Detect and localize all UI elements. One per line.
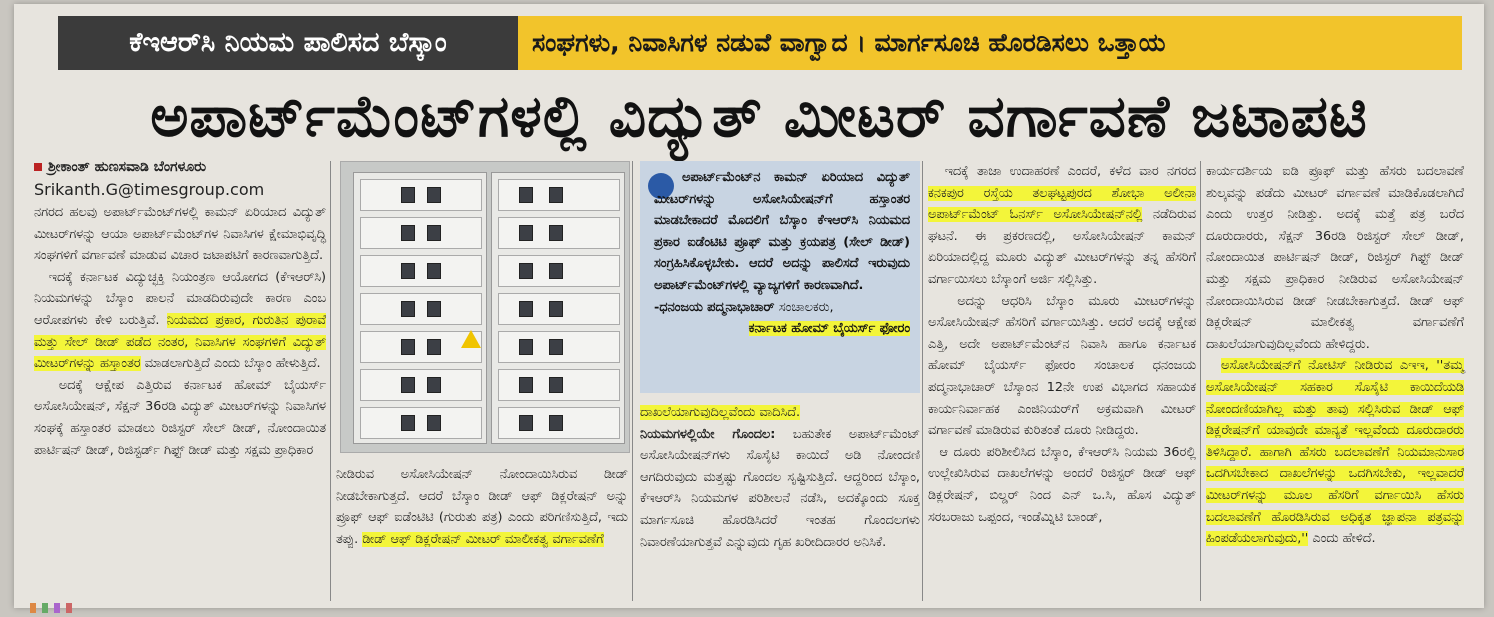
quote-author: -ಧನಂಜಯ ಪದ್ಮನಾಭಾಚಾರ್	[654, 299, 775, 315]
col5-para-1: ಕಾರ್ಯದರ್ಶಿಯ ಐಡಿ ಪ್ರೂಫ್ ಮತ್ತು ಹೆಸರು ಬದಲಾವಣೆ ಶುಲ್ಕವನ್ನು ಪಡೆದು ಮೀಟರ್ ವರ್ಗಾವಣೆ ಮಾಡಿಕೊಡಲಾಗಿದೆ ಎಂದು ಉತ್ತರ ನೀಡಿತ್ತು. ಅದಕ್ಕೆ ಮತ್ತೆ ಪತ್ರ ಬರೆದ ದೂರುದಾರರು, ಸೆಕ್ಷನ್ 36ರಡಿ ರಿಜಿಸ್ಟರ್ ಸೇಲ್ ಡೀಡ್, ನೋಂದಾಯಿತ ಪಾರ್ಟಿಷನ್ ಡೀಡ್, ರಿಜಿಸ್ಟರ್ ಗಿಫ್ಟ್ ಡೀಡ್ ಮತ್ತು ಸಕ್ಷಮ ಪ್ರಾಧಿಕಾರ ನೀಡಿರುವ ಅಸೋಸಿಯೇಷನ್ ನೋಂದಾಯಿಸಿರುವ ಡೀಡ್ ನೀಡಬೇಕಾಗುತ್ತದೆ. ಡೀಡ್ ಆಫ್ ಡಿಕ್ಲರೇಷನ್ ಮಾಲೀಕತ್ವ ವರ್ಗಾವಣೆಗೆ ದಾಖಲೆಯಾಗುವುದಿಲ್ಲವೆಂದು ಹೇಳಿದ್ದರು.	[1206, 164, 1464, 352]
col5-tail: ಎಂದು ಹೇಳಿದೆ.	[1308, 531, 1376, 547]
quote-box	[640, 161, 920, 393]
byline	[34, 159, 206, 175]
page-edge-marks	[30, 598, 90, 608]
byline-marker	[34, 163, 42, 171]
col3-highlight: ದಾಖಲೆಯಾಗುವುದಿಲ್ಲವೆಂದು ವಾದಿಸಿದೆ.	[640, 405, 801, 420]
column-rule	[330, 161, 331, 601]
col4-para-1	[928, 161, 1196, 291]
col2-para	[336, 464, 628, 550]
quote-text-block	[654, 167, 910, 340]
column-1	[34, 202, 326, 461]
column-3-bottom	[640, 402, 920, 553]
col4-para-3-text: ಆ ದೂರು ಪರಿಶೀಲಿಸಿದ ಬೆಸ್ಕಾಂ, ಕೆಇಆರ್‌ಸಿ ನಿಯಮ 36ರಲ್ಲಿ ಉಲ್ಲೇಖಿಸಿರುವ ದಾಖಲೆಗಳನ್ನು ಅಂದರೆ ರಿಜಿಸ್ಟರ್ ಡೀಡ್ ಆಫ್ ಡಿಕ್ಲರೇಷನ್, ಬಿಲ್ಡರ್ ನಿಂದ ಎನ್ ಒ.ಸಿ, ಹೊಸ ವಿದ್ಯುತ್ ಸರಬರಾಜು ಒಪ್ಪಂದ, ಇಂಡೆಮ್ನಿಟಿ ಬಾಂಡ್,	[928, 444, 1196, 525]
newspaper-page	[14, 4, 1484, 608]
col5-highlight: ಅಸೋಸಿಯೇಷನ್‌ಗೆ ನೋಟಿಸ್ ನೀಡಿರುವ ಎಇಇ, ''ತಮ್ಮ ಅಸೋಸಿಯೇಷನ್ ಸಹಕಾರ ಸೊಸೈಟಿ ಕಾಯಿದೆಯಡಿ ನೋಂದಣಿಯಾಗಿಲ್ಲ ಮತ್ತು ತಾವು ಸಲ್ಲಿಸಿರುವ ಡೀಡ್ ಆಫ್ ಡಿಕ್ಲರೇಷನ್‌ಗೆ ಯಾವುದೇ ಮಾನ್ಯತೆ ಇಲ್ಲವೆಂದು ದೂರುದಾರರು ತಿಳಿಸಿದ್ದಾರೆ. ಹಾಗಾಗಿ ಹೆಸರು ಬದಲಾವಣೆಗೆ ನಿಯಮಾನುಸಾರ ಒದಗಿಸಬೇಕಾದ ದಾಖಲೆಗಳನ್ನು ಒದಗಿಸಬೇಕು, ಇಲ್ಲವಾದರೆ ಮೀಟರ್‌ಗಳನ್ನು ಮೂಲ ಹೆಸರಿಗೆ ವರ್ಗಾಯಿಸಿ ಹೆಸರು ಬದಲಾವಣೆಗೆ ಹೊರಡಿಸಿರುವ ಅಧಿಕೃತ ಜ್ಞಾಪನಾ ಪತ್ರವನ್ನು ಹಿಂಪಡೆಯಲಾಗುವುದು,''	[1206, 358, 1465, 547]
column-2-bottom	[336, 464, 628, 550]
col4-para-3	[928, 442, 1196, 528]
byline-name: ಶ್ರೀಕಾಂತ್ ಹುಣಸವಾಡಿ ಬೆಂಗಳೂರು	[48, 159, 207, 175]
col2-highlight: ಡೀಡ್ ಆಫ್ ಡಿಕ್ಲರೇಷನ್ ಮೀಟರ್ ಮಾಲೀಕತ್ವ ವರ್ಗಾವಣೆಗೆ	[362, 531, 604, 547]
column-rule	[922, 161, 923, 601]
column-rule	[1200, 161, 1201, 601]
column-5	[1206, 161, 1464, 550]
quote-text: ಅಪಾರ್ಟ್‌ಮೆಂಟ್‌ನ ಕಾಮನ್ ಏರಿಯಾದ ವಿದ್ಯುತ್ ಮೀಟರ್‌ಗಳನ್ನು ಅಸೋಸಿಯೇಷನ್‌ಗೆ ಹಸ್ತಾಂತರ ಮಾಡಬೇಕಾದರೆ ಮೊದಲಿಗೆ ಬೆಸ್ಕಾಂ ಕೆಇಆರ್‌ಸಿ ನಿಯಮದ ಪ್ರಕಾರ ಐಡೆಂಟಿಟಿ ಪ್ರೂಫ್ ಮತ್ತು ಕ್ರಯಪತ್ರ (ಸೇಲ್ ಡೀಡ್) ಸಂಗ್ರಹಿಸಿಕೊಳ್ಳಬೇಕು. ಆದರೆ ಅದನ್ನು ಪಾಲಿಸದೆ ಇರುವುದು ಅಪಾರ್ಟ್‌ಮೆಂಟ್‌ಗಳಲ್ಲಿ ವ್ಯಾಜ್ಯಗಳಿಗೆ ಕಾರಣವಾಗಿದೆ.	[654, 170, 910, 293]
column-4	[928, 161, 1196, 528]
meter-cabinet-photo	[340, 161, 630, 453]
col3-subhead: ನಿಯಮಗಳಲ್ಲಿಯೇ ಗೊಂದಲ:	[640, 426, 776, 442]
col4-para-1b: ನಡೆದಿರುವ ಘಟನೆ. ಈ ಪ್ರಕರಣದಲ್ಲಿ, ಅಸೋಸಿಯೇಷನ್ ಕಾಮನ್ ಏರಿಯಾದಲ್ಲಿದ್ದ ಮೂರು ವಿದ್ಯುತ್ ಮೀಟರ್‌ಗಳನ್ನು ತನ್ನ ಹೆಸರಿಗೆ ವರ್ಗಾಯಿಸಲು ಬೆಸ್ಕಾಂಗೆ ಅರ್ಜಿ ಸಲ್ಲಿಸಿತ್ತು.	[928, 207, 1196, 287]
col1-para-2	[34, 267, 326, 375]
col5-para-2	[1206, 355, 1464, 549]
col1-para-1: ನಗರದ ಹಲವು ಅಪಾರ್ಟ್‌ಮೆಂಟ್‌ಗಳಲ್ಲಿ ಕಾಮನ್ ಏರಿಯಾದ ವಿದ್ಯುತ್ ಮೀಟರ್‌ಗಳನ್ನು ಆಯಾ ಅಪಾರ್ಟ್‌ಮೆಂಟ್‌ಗಳ ನಿವಾಸಿಗಳ ಕ್ಷೇಮಾಭಿವೃದ್ಧಿ ಸಂಘಗಳಿಗೆ ವರ್ಗಾವಣೆ ಮಾಡುವ ವಿಚಾರ ಜಟಾಪಟಿಗೆ ಕಾರಣವಾಗುತ್ತಿದೆ.	[34, 205, 326, 264]
col4-para-2	[928, 291, 1196, 442]
col2-text: ನೀಡಿರುವ ಅಸೋಸಿಯೇಷನ್ ನೋಂದಾಯಿಸಿರುವ ಡೀಡ್ ನೀಡಬೇಕಾಗುತ್ತದೆ. ಆದರೆ ಬೆಸ್ಕಾಂ ಡೀಡ್ ಆಫ್ ಡಿಕ್ಲರೇಷನ್ ಅನ್ನು ಪ್ರೂಫ್ ಆಫ್ ಐಡೆಂಟಿಟಿ (ಗುರುತು ಪತ್ರ) ಎಂದು ಪರಿಗಣಿಸುತ್ತಿದೆ, ಇದು ತಪ್ಪು.	[336, 467, 628, 547]
col1-para-3	[34, 375, 326, 461]
quote-attribution	[654, 297, 910, 319]
quote-role: ಸಂಚಾಲಕರು,	[778, 299, 834, 315]
quote-org: ಕರ್ನಾಟಕ ಹೋಮ್ ಬೈಯರ್ಸ್ ಫೋರಂ	[748, 321, 910, 337]
col1-para-2a: ಇದಕ್ಕೆ ಕರ್ನಾಟಕ ವಿದ್ಯುಚ್ಛಕ್ತಿ ನಿಯಂತ್ರಣ ಆಯೋಗದ (ಕೆಇಆರ್‌ಸಿ) ನಿಯಮಗಳನ್ನು ಬೆಸ್ಕಾಂ ಪಾಲನೆ ಮಾಡದಿರುವುದೇ ಕಾರಣ ಎಂಬ ಆರೋಪಗಳು ಕೇಳಿ ಬರುತ್ತಿವೆ.	[34, 269, 327, 328]
meter-cabinet-left	[353, 172, 487, 444]
kicker-right: ಸಂಘಗಳು, ನಿವಾಸಿಗಳ ನಡುವೆ ವಾಗ್ವಾದ । ಮಾರ್ಗಸೂಚಿ ಹೊರಡಿಸಲು ಒತ್ತಾಯ	[518, 16, 1462, 70]
kicker-banner	[58, 16, 1462, 70]
col4-para-2-text: ಅದನ್ನು ಆಧರಿಸಿ ಬೆಸ್ಕಾಂ ಮೂರು ಮೀಟರ್‌ಗಳನ್ನು ಅಸೋಸಿಯೇಷನ್ ಹೆಸರಿಗೆ ವರ್ಗಾಯಿಸಿತ್ತು. ಆದರೆ ಅದಕ್ಕೆ ಆಕ್ಷೇಪ ಎತ್ತಿ, ಅದೇ ಅಪಾರ್ಟ್‌ಮೆಂಟ್‌ನ ನಿವಾಸಿ ಹಾಗೂ ಕರ್ನಾಟಕ ಹೋಮ್ ಬೈಯರ್ಸ್ ಫೋರಂ ಸಂಚಾಲಕ ಧನಂಜಯ ಪದ್ಮನಾಭಾಚಾರ್ ಬೆಸ್ಕಾಂನ 12ನೇ ಉಪ ವಿಭಾಗದ ಸಹಾಯಕ ಕಾರ್ಯನಿರ್ವಾಹಕ ಎಂಜಿನಿಯರ್‌ಗೆ ಅಕ್ರಮವಾಗಿ ಮೀಟರ್ ವರ್ಗಾವಣೆ ಮಾಡಿರುವ ಕುರಿತಂತೆ ದೂರು ನೀಡಿದ್ದರು.	[928, 293, 1197, 439]
col1-para-3-text: ಅದಕ್ಕೆ ಆಕ್ಷೇಪ ಎತ್ತಿರುವ ಕರ್ನಾಟಕ ಹೋಮ್ ಬೈಯರ್ಸ್ ಅಸೋಸಿಯೇಷನ್, ಸೆಕ್ಷನ್ 36ರಡಿ ವಿದ್ಯುತ್ ಮೀಟರ್‌ಗಳನ್ನು ನಿವಾಸಿಗಳ ಸಂಘಕ್ಕೆ ಹಸ್ತಾಂತರ ಮಾಡಲು ರಿಜಿಸ್ಟರ್ ಸೇಲ್ ಡೀಡ್, ನೋಂದಾಯಿತ ಪಾರ್ಟಿಷನ್ ಡೀಡ್, ರಿಜಿಸ್ಟರ್ಡ್ ಗಿಫ್ಟ್ ಡೀಡ್ ಮತ್ತು ಸಕ್ಷಮ ಪ್ರಾಧಿಕಾರ	[34, 377, 327, 458]
col3-para-2	[640, 424, 920, 554]
meter-cabinet-right	[491, 172, 625, 444]
col1-highlight: ನಿಯಮದ ಪ್ರಕಾರ, ಗುರುತಿನ ಪುರಾವೆ ಮತ್ತು ಸೇಲ್ ಡೀಡ್ ಪಡೆದ ನಂತರ, ನಿವಾಸಿಗಳ ಸಂಘಗಳಿಗೆ ವಿದ್ಯುತ್ ಮೀಟರ್‌ಗಳನ್ನು ಹಸ್ತಾಂತರ	[34, 312, 326, 372]
headline: ಅಪಾರ್ಟ್‌ಮೆಂಟ್‌ಗಳಲ್ಲಿ ವಿದ್ಯುತ್ ಮೀಟರ್ ವರ್ಗಾವಣೆ ಜಟಾಪಟಿ	[150, 82, 1368, 150]
byline-email: Srikanth.G@timesgroup.com	[34, 180, 265, 199]
kicker-left: ಕೆಇಆರ್‌ಸಿ ನಿಯಮ ಪಾಲಿಸದ ಬೆಸ್ಕಾಂ	[58, 16, 518, 70]
col4-para-1a: ಇದಕ್ಕೆ ತಾಜಾ ಉದಾಹರಣೆ ಎಂದರೆ, ಕಳೆದ ವಾರ ನಗರದ	[944, 164, 1196, 179]
quote-org-line	[654, 318, 910, 340]
col1-para-2b: ಮಾಡಲಾಗುತ್ತಿದೆ ಎಂದು ಬೆಸ್ಕಾಂ ಹೇಳುತ್ತಿದೆ.	[140, 356, 321, 372]
col3-text: ಬಹುತೇಕ ಅಪಾರ್ಟ್‌ಮೆಂಟ್ ಅಸೋಸಿಯೇಷನ್‌ಗಳು ಸೊಸೈಟಿ ಕಾಯಿದೆ ಅಡಿ ನೋಂದಣಿ ಆಗದಿರುವುದು ಮತ್ತಷ್ಟು ಗೊಂದಲ ಸೃಷ್ಟಿಸುತ್ತಿದೆ. ಆದ್ದರಿಂದ ಬೆಸ್ಕಾಂ, ಕೆಇಆರ್‌ಸಿ ನಿಯಮಗಳ ಪರಿಶೀಲನೆ ನಡೆಸಿ, ಅದಕ್ಕೊಂದು ಸೂಕ್ತ ಮಾರ್ಗಸೂಚಿ ಹೊರಡಿಸಿದರೆ ಇಂತಹ ಗೊಂದಲಗಳು ನಿವಾರಣೆಯಾಗುತ್ತವೆ ಎನ್ನುವುದು ಗೃಹ ಖರೀದಿದಾರರ ಅನಿಸಿಕೆ.	[640, 426, 920, 550]
col4-highlight: ಕನಕಪುರ ರಸ್ತೆಯ ತಲಘಟ್ಟಪುರದ ಶೋಭಾ ಅಲೀನಾ ಅಪಾರ್ಟ್‌ಮೆಂಟ್ ಓನರ್ಸ್ ಅಸೋಸಿಯೇಷನ್‌ನಲ್ಲಿ	[928, 185, 1196, 223]
column-rule	[632, 161, 633, 601]
col3-para-1	[640, 402, 920, 424]
warning-sign-icon	[461, 330, 481, 348]
